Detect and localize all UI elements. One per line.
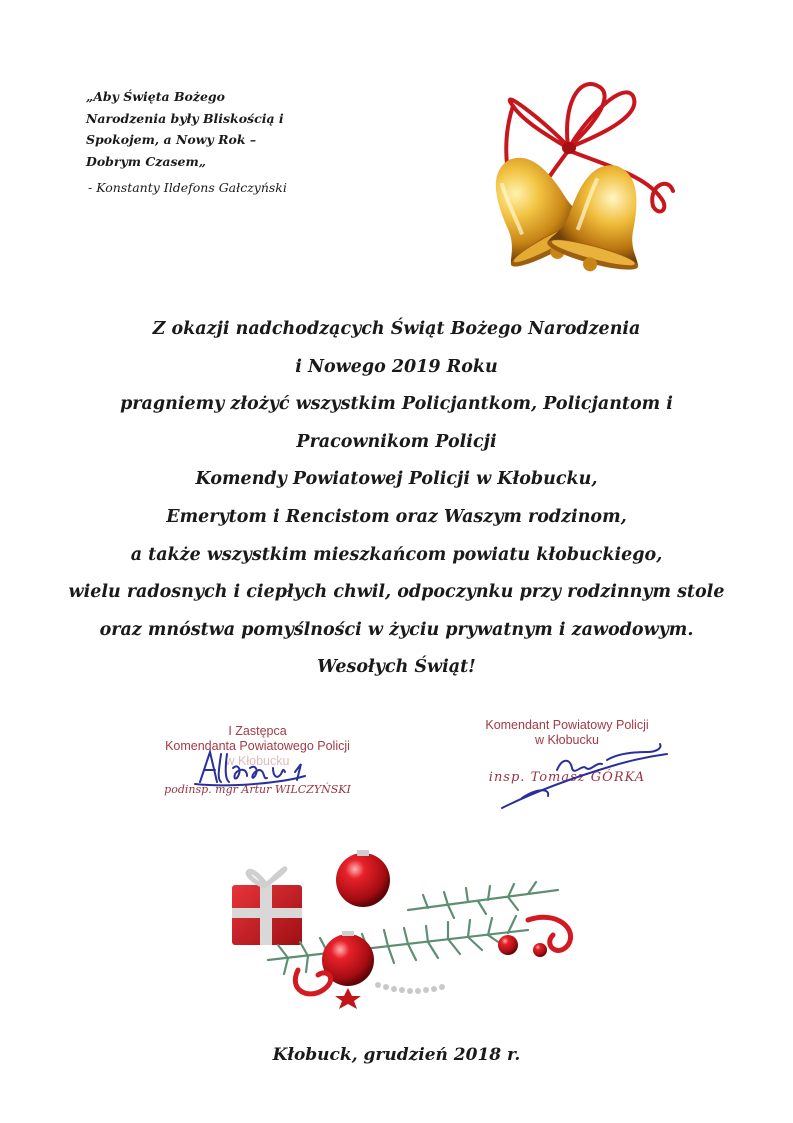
- greeting-line: Z okazji nadchodzących Świąt Bożego Narodzenia: [152, 319, 641, 339]
- christmas-bells-icon: [468, 76, 678, 276]
- greeting-line: pragniemy złożyć wszystkim Policjantkom, Policjantom i: [120, 394, 673, 415]
- signatory-name: insp. Tomasz GÓRKA: [488, 770, 646, 785]
- quote: [86, 86, 326, 172]
- stamp-line: w Kłobucku: [225, 754, 290, 768]
- signature-stamp-left: [155, 724, 360, 796]
- greeting-line: wielu radosnych i ciepłych chwil, odpoczynku przy rodzinnym stole: [68, 582, 725, 603]
- handwritten-signature-icon: [155, 724, 360, 804]
- quote-author: - Konstanty Ildefons Gałczyński: [88, 180, 287, 195]
- christmas-ornaments-icon: [228, 850, 598, 1015]
- quote-line: Dobrym Czasem„: [86, 153, 206, 169]
- signature-stamp-right: [462, 718, 672, 785]
- greeting-line: Wesołych Świąt!: [317, 657, 476, 678]
- quote-line: Spokojem, a Nowy Rok –: [86, 132, 257, 147]
- greeting-line: Komendy Powiatowej Policji w Kłobucku,: [195, 469, 598, 490]
- greeting-line: Emerytom i Rencistom oraz Waszym rodzinom,: [166, 506, 627, 527]
- greeting-line: a także wszystkim mieszkańcom powiatu kłobuckiego,: [130, 544, 663, 565]
- quote-line: „Aby Święta Bożego: [86, 89, 225, 104]
- place-and-date: Kłobuck, grudzień 2018 r.: [272, 1045, 521, 1065]
- stamp-line: I Zastępca: [228, 724, 287, 738]
- stamp-line: Komendanta Powiatowego Policji: [165, 739, 350, 753]
- greeting-line: Pracownikom Policji: [296, 431, 497, 452]
- greeting-line: oraz mnóstwa pomyślności w życiu prywatnym i zawodowym.: [99, 619, 694, 640]
- stamp-line: w Kłobucku: [535, 733, 599, 747]
- handwritten-signature-icon: [462, 718, 672, 813]
- quote-line: Narodzenia były Bliskością i: [86, 110, 284, 126]
- greeting-text: [0, 311, 793, 687]
- stamp-line: Komendant Powiatowy Policji: [485, 718, 649, 732]
- signatory-name: podinsp. mgr Artur WILCZYŃSKI: [164, 783, 351, 796]
- greeting-line: i Nowego 2019 Roku: [295, 356, 498, 377]
